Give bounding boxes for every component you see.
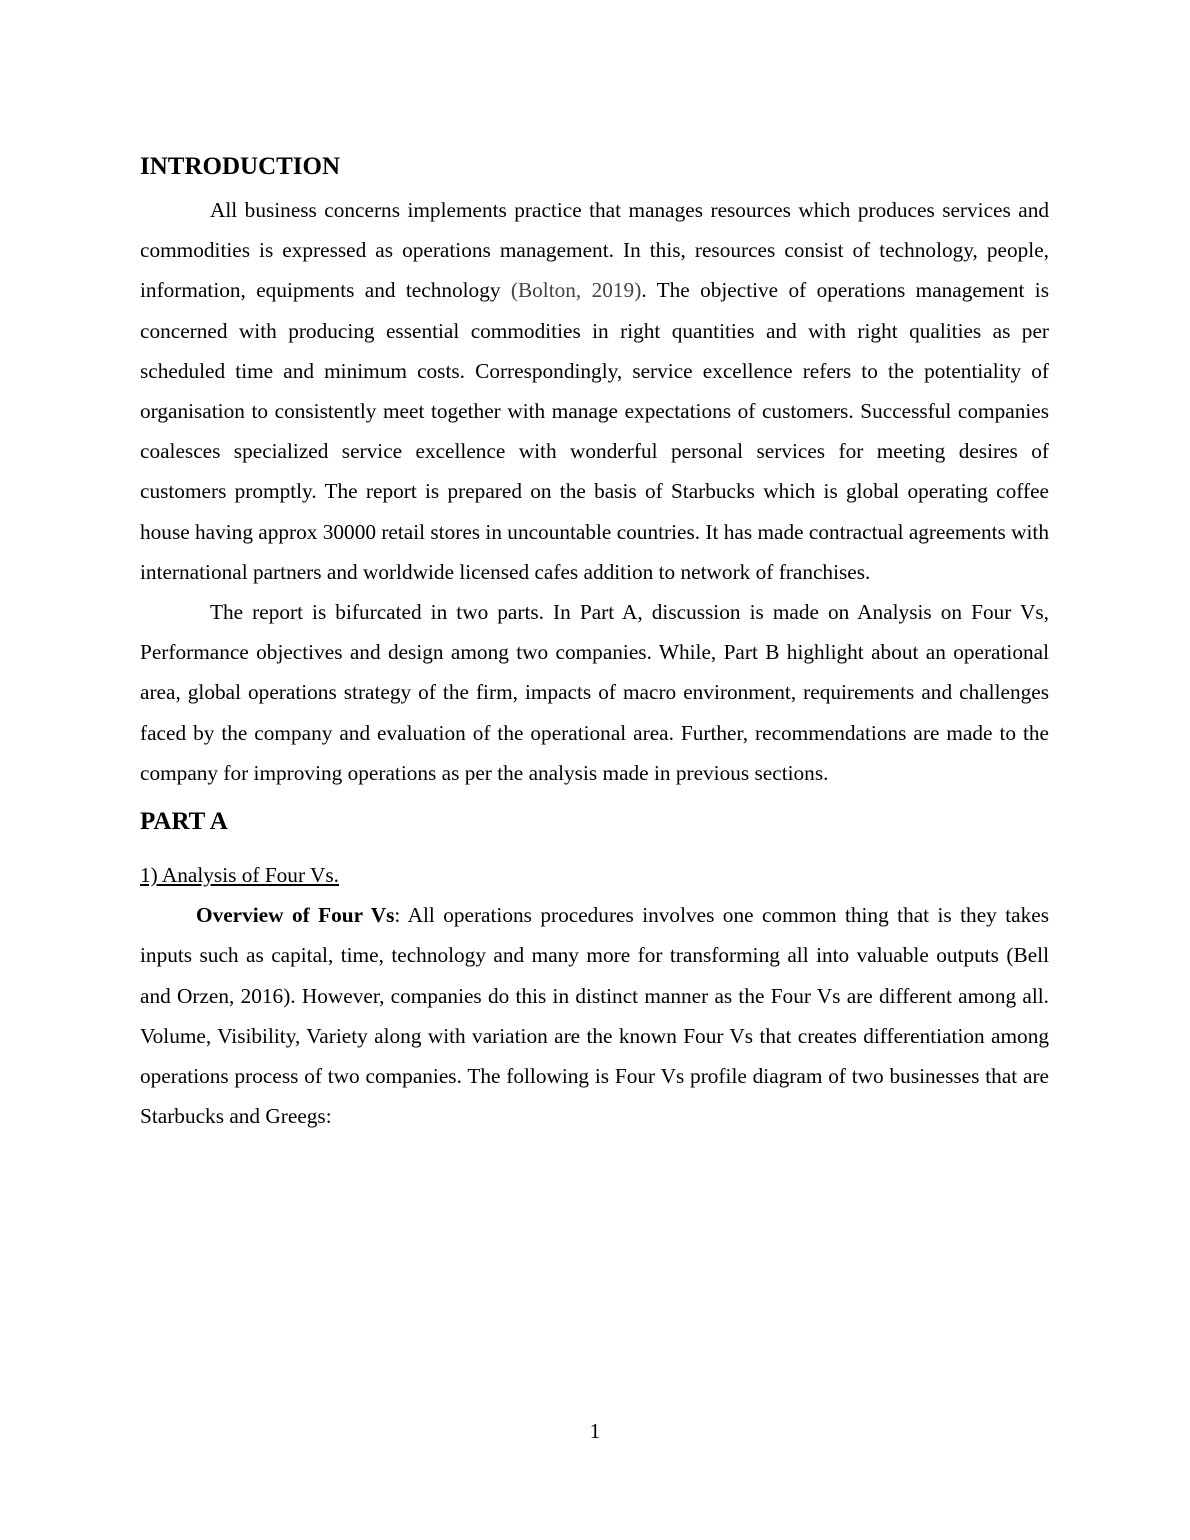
page-content [140, 150, 1049, 1136]
four-vs-overview-paragraph [140, 895, 1049, 1136]
introduction-heading: INTRODUCTION [140, 153, 341, 180]
page-number: 1 [589, 1419, 601, 1443]
introduction-paragraph-1 [140, 190, 1049, 592]
intro-p1-text-a: All business concerns implements practice that manages resources which produces services and commodities is expressed as operations management. In this, resources consist of technology, people, information, equipments and technology [140, 198, 1049, 303]
introduction-paragraph-2: The report is bifurcated in two parts. In Part A, discussion is made on Analysis on Four Vs, Performance objectives and design among two companies. While, Part B highlight about an operational area, global operations strategy of the firm, impacts of macro environment, requirements and challenges faced by the company and evaluation of the operational area. Further, recommendations are made to the company for improving operations as per the analysis made in previous sections. [140, 600, 1049, 785]
overview-text: : All operations procedures involves one common thing that is they takes inputs such as capital, time, technology and many more for transforming all into valuable outputs (Bell and Orzen, 2016). However, companies do this in distinct manner as the Four Vs are different among all. Volume, Visibility, Variety along with variation are the known Four Vs that creates differentiation among operations process of two companies. The following is Four Vs profile diagram of two businesses that are Starbucks and Greegs: [140, 903, 1049, 1129]
citation-bolton: (Bolton, 2019) [510, 278, 642, 303]
section-subheading-four-vs: 1) Analysis of Four Vs. [140, 863, 339, 888]
intro-p1-text-b: . The objective of operations management is concerned with producing essential commodities in right quantities and with right qualities as per scheduled time and minimum costs. Correspondingly, service excellence refers to the potentiality of organisation to consistently meet together with manage expectations of customers. Successful companies coalesces specialized service excellence with wonderful personal services for meeting desires of customers promptly. The report is prepared on the basis of Starbucks which is global operating coffee house having approx 30000 retail stores in uncountable countries. It has made contractual agreements with international partners and worldwide licensed cafes addition to network of franchises. [140, 278, 1050, 584]
part-a-heading: PART A [140, 808, 228, 836]
overview-label: Overview of Four Vs [196, 903, 395, 928]
